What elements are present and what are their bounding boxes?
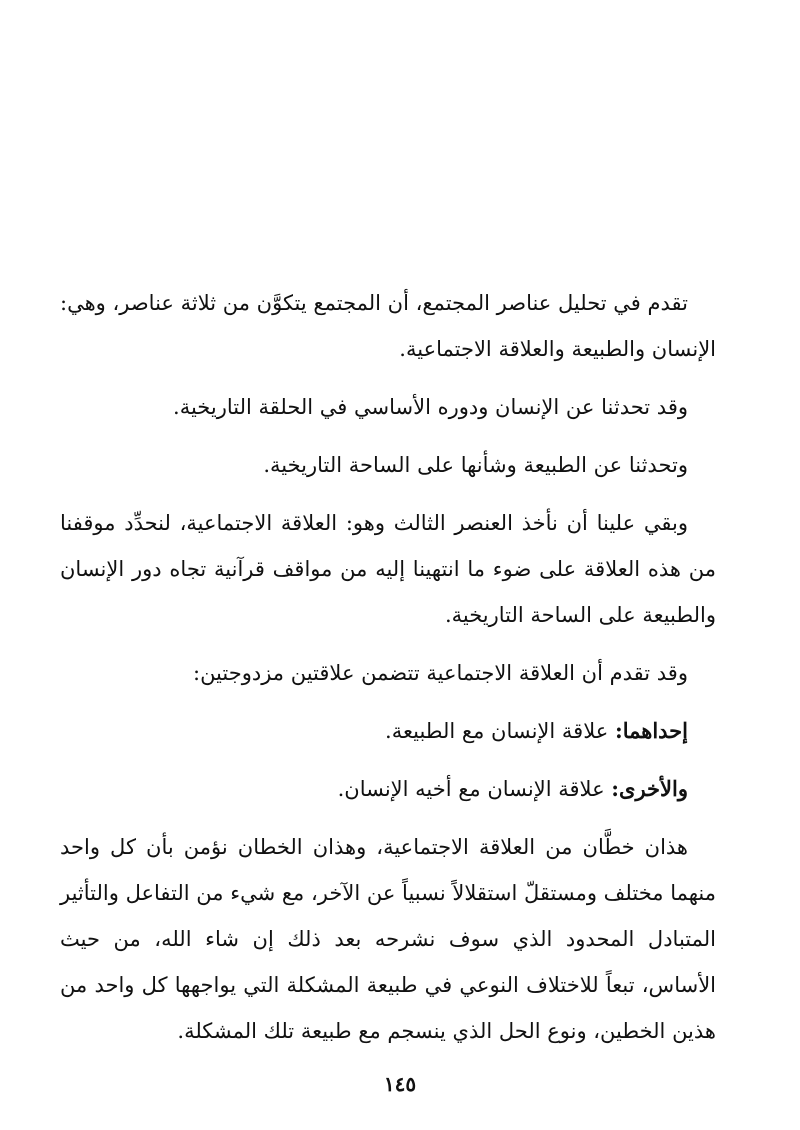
paragraph-6 xyxy=(60,708,716,754)
first-relation-label: إحداهما: xyxy=(614,718,688,743)
paragraph-2: وقد تحدثنا عن الإنسان ودوره الأساسي في الحلقة التاريخية. xyxy=(173,395,688,419)
body-text xyxy=(60,280,716,1054)
paragraph-3: وتحدثنا عن الطبيعة وشأنها على الساحة التاريخية. xyxy=(263,453,688,477)
paragraph-1: تقدم في تحليل عناصر المجتمع، أن المجتمع يتكوَّن من ثلاثة عناصر، وهي: الإنسان والطبيعة والعلاقة الاجتماعية. xyxy=(60,291,716,361)
paragraph-7 xyxy=(60,766,716,812)
first-relation-text: علاقة الإنسان مع الطبيعة. xyxy=(385,719,615,743)
page-number: ١٤٥ xyxy=(383,1072,417,1096)
second-relation-text: علاقة الإنسان مع أخيه الإنسان. xyxy=(337,777,612,801)
second-relation-label: والأخرى: xyxy=(611,776,688,801)
paragraph-8: هذان خطَّان من العلاقة الاجتماعية، وهذان الخطان نؤمن بأن كل واحد منهما مختلف ومستقلّ استقلالاً نسبياً عن الآخر، مع شيء من التفاعل والتأثير المتبادل المحدود الذي سوف نشرحه بعد ذلك إن شاء الله، من حيث الأساس، تبعاً للاختلاف النوعي في طبيعة المشكلة التي يواجهها كل واحد من هذين الخطين، ونوع الحل الذي ينسجم مع طبيعة تلك المشكلة. xyxy=(60,835,716,1043)
paragraph-5: وقد تقدم أن العلاقة الاجتماعية تتضمن علاقتين مزدوجتين: xyxy=(193,661,688,685)
paragraph-4: وبقي علينا أن نأخذ العنصر الثالث وهو: العلاقة الاجتماعية، لنحدِّد موقفنا من هذه العلاقة على ضوء ما انتهينا إليه من مواقف قرآنية تجاه دور الإنسان والطبيعة على الساحة التاريخية. xyxy=(60,511,716,627)
